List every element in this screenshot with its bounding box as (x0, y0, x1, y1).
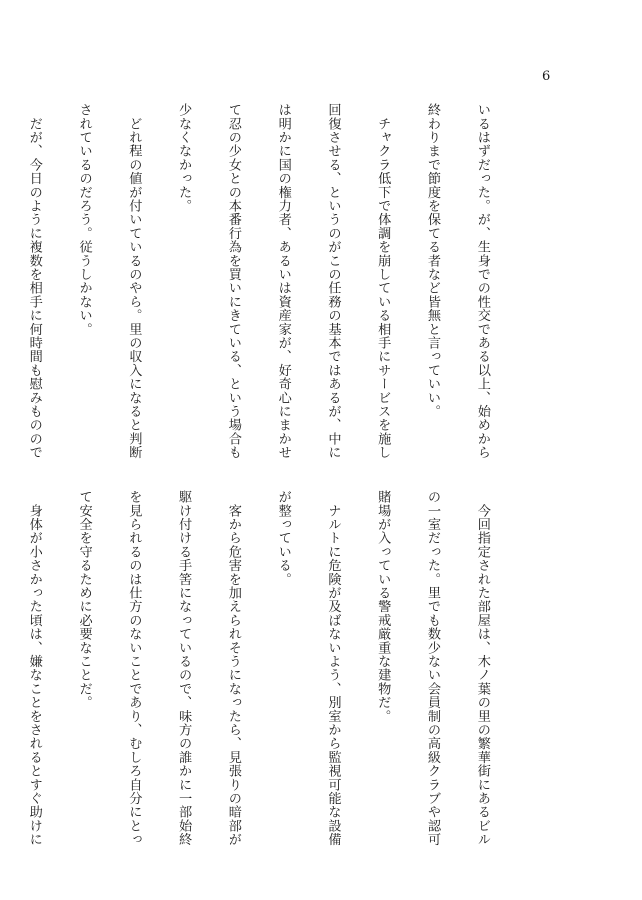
lower-text-block (26, 490, 523, 847)
text-line: チャクラ低下で体調を崩している相手にサービスを施し (375, 103, 391, 460)
text-line: を見られるのは仕方のないことであり、むしろ自分にとっ (126, 490, 142, 847)
text-line: 少なくなかった。 (176, 103, 192, 213)
text-line: 賭場が入っている警戒厳重な建物だ。 (375, 490, 391, 723)
text-line: だが、今日のように複数を相手に何時間も慰みものので (26, 103, 42, 460)
text-line: されているのだろう。従うしかない。 (76, 103, 92, 336)
text-line: 身体が小さかった頃は、嫌なことをされるとすぐ助けに (26, 490, 42, 847)
text-line: ナルトに危険が及ばないよう、別室から監視可能な設備 (325, 490, 341, 847)
text-line: 客から危害を加えられそうになったら、見張りの暗部が (225, 490, 241, 847)
text-line: 回復させる、というのがこの任務の基本ではあるが、中に (325, 103, 341, 460)
text-line: の一室だった。里でも数少ない会員制の高級クラブや認可 (425, 490, 441, 847)
text-line: 駆け付ける手筈になっているので、味方の誰かに一部始終 (176, 490, 192, 847)
text-line: 今回指定された部屋は、木ノ葉の里の繁華街にあるビル (474, 490, 490, 847)
text-line: は明かに国の権力者、あるいは資産家が、好奇心にまかせ (275, 103, 291, 460)
text-line: いるはずだった。が、生身での性交である以上、始めから (474, 103, 490, 460)
text-line: が整っている。 (275, 490, 291, 586)
text-line: て安全を守るために必要なことだ。 (76, 490, 92, 710)
text-line: て忍の少女との本番行為を買いにきている、という場合も (225, 103, 241, 460)
text-line: どれ程の値が付いているのやら。里の収入になると判断 (126, 103, 142, 460)
page-number: 6 (542, 69, 551, 84)
text-line: 終わりまで節度を保てる者など皆無と言っていい。 (425, 103, 441, 419)
upper-text-block (26, 103, 523, 460)
